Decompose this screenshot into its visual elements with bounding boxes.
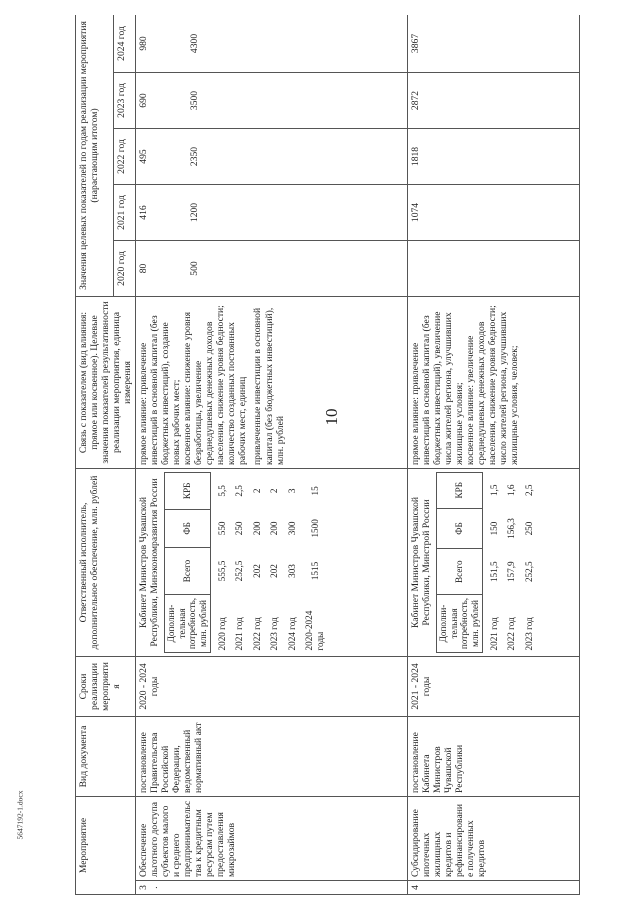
target-value: 4300 [189,33,201,54]
finance-year: 2023 год [269,617,280,651]
finance-table [436,472,535,653]
finance-row [482,472,500,652]
effect-indirect: косвенное влияние: увеличение среднедушевых денежных доходов населения, снижение уровня бедности; [465,305,499,465]
finance-fb: 300 [286,521,297,536]
finance-fb: 200 [251,521,262,536]
finance-year: 2021 год [488,617,499,651]
measures-table [75,15,580,895]
effect-indicator: количество созданных постоянных рабочих мест, единиц [226,322,249,465]
spacer [149,132,189,181]
target-value-2023 [408,72,580,128]
finance-fb: 200 [269,521,280,536]
row-number: 4 [408,881,580,895]
spacer [200,18,246,69]
finance-total: 157,9 [506,561,517,583]
executor-name: Кабинет Министров Чувашской Республики, Минэкономразвития России [138,478,161,647]
table-body [136,15,580,895]
header-year: 2020 год [113,240,135,296]
target-value: 500 [189,261,201,276]
target-value: 1074 [410,202,422,223]
finance-total: 202 [269,564,280,578]
spacer [200,76,246,125]
doc-type-cell: постановление Кабинета Министров Чувашской Республики [408,716,580,796]
fin-header-need: Дополни-тельная потребность, млн. рублей [437,594,482,652]
fin-header-need: Дополни-тельная потребность, млн. рублей [165,594,210,652]
footer [12,735,28,895]
executor-name: Кабинет Министров Чувашской Республики, Минстрой России [410,496,433,628]
finance-fb: 250 [234,521,245,536]
finance-fb: 250 [523,521,534,536]
spacer [200,244,246,293]
finance-year: 2020-2024 годы [304,610,325,651]
spacer [421,188,457,237]
finance-row [263,472,281,652]
finance-total: 303 [286,564,297,578]
fin-header-krb: КРБ [437,472,482,508]
finance-krb: 2 [251,488,262,494]
header-measure: Мероприятие [76,796,136,894]
target-value: 690 [138,93,150,108]
finance-krb: 2,5 [523,484,534,497]
fin-header-fb: ФБ [437,508,482,549]
header-year: 2022 год [113,128,135,184]
target-value: 416 [138,205,150,220]
spacer [200,132,246,181]
effect-direct: прямое влияние: привлечение инвестиций в основной капитал (без бюджетных инвестиций), создание новых рабочих мест; [138,315,183,465]
finance-row [518,472,536,652]
doc-type-cell: постановление Правительства Российской Федерации, ведомственный нормативный акт [136,716,408,796]
finance-total: 202 [251,564,262,578]
fin-header-krb: КРБ [165,472,210,509]
effect-cell [408,296,580,468]
finance-year: 2021 год [234,617,245,651]
target-value-2020 [408,240,580,296]
finance-year: 2022 год [506,617,517,651]
finance-row [210,472,228,652]
fin-header-fb: ФБ [165,509,210,547]
measure-cell: Обеспечение льготного доступа субъектов малого и среднего предпринимательства к кредитным ресурсам путем предоставления микрозаймов [136,796,408,880]
table-row [408,15,580,895]
target-value: 80 [138,263,150,274]
finance-total: 252,5 [234,560,245,582]
page-number-text: 10 [322,408,341,426]
table-row [136,15,408,895]
finance-table [164,472,326,653]
effect-indicator: число жителей региона, улучшивших жилищные условия, человек; [498,311,521,465]
finance-krb: 3 [286,488,297,494]
target-value-2020 [136,240,408,296]
fin-header-total: Всего [165,547,210,594]
finance-krb: 2,5 [234,485,245,497]
target-value-2021 [408,184,580,240]
header-targets: Значения целевых показателей по годам реализации мероприятия (нарастающим итогом) [76,15,114,296]
effect-direct: прямое влияние: привлечение инвестиций в основной капитал (без бюджетных инвестиций), увеличение числа жителей региона, улучшивших жилищные условия; [410,311,466,465]
finance-row [281,472,299,652]
target-value: 1818 [410,146,422,167]
finance-total: 1515 [309,561,320,581]
header-executor: Ответственный исполнитель, дополнительное обеспечение, млн. рублей [76,468,136,656]
finance-total: 555,5 [216,560,227,582]
finance-year: 2020 год [216,617,227,651]
header-year: 2023 год [113,72,135,128]
finance-krb: 1,5 [488,484,499,497]
finance-krb: 5,5 [216,485,227,497]
spacer [421,76,457,125]
target-value-2024 [136,15,408,72]
period-cell: 2020 - 2024 годы [136,656,408,716]
target-value-2023 [136,72,408,128]
table-header [76,15,136,895]
target-value: 2350 [189,146,201,167]
target-value: 1200 [189,202,201,223]
finance-fb: 150 [488,521,499,536]
row-number: 3. [136,881,408,895]
header-effect: Связь с показателем (вид влияния: прямое или косвенное). Целевые значения показателей результативности реализации мероприятия, единица измерения [76,296,136,468]
finance-total: 151,5 [488,561,499,583]
finance-year: 2023 год [523,617,534,651]
spacer [149,188,189,237]
target-value: 2872 [410,90,422,111]
target-value-2022 [408,128,580,184]
footer-filename: 5647192-1.docx [15,790,25,840]
header-period: Сроки реализации мероприятия [76,656,136,716]
executor-cell [408,468,580,656]
target-value: 495 [138,149,150,164]
effect-cell [136,296,408,468]
finance-row [500,472,518,652]
document-page [75,15,635,895]
effect-indirect: косвенное влияние: снижение уровня безработицы, увеличение среднедушевых денежных доходов населения, снижение уровня бедности; [182,305,227,465]
spacer [200,188,246,237]
target-value-2024 [408,15,580,72]
header-year: 2021 год [113,184,135,240]
target-value-2022 [136,128,408,184]
target-value-2021 [136,184,408,240]
target-value: 980 [138,36,150,51]
spacer [421,132,457,181]
finance-fb: 1500 [309,519,320,538]
finance-fb: 550 [216,521,227,536]
finance-fb: 156,3 [506,518,517,539]
measure-cell: Субсидирование ипотечных жилищных кредитов и рефинансирование полученных кредитов [408,796,580,880]
finance-krb: 15 [309,486,320,496]
rotated-table-container [75,15,635,895]
spacer [149,244,189,293]
spacer [149,18,189,69]
executor-cell [136,468,408,656]
finance-row [298,472,326,652]
fin-header-total: Всего [437,549,482,595]
finance-total: 252,5 [523,561,534,583]
target-value: 3500 [189,90,201,111]
finance-year: 2022 год [251,617,262,651]
finance-row [228,472,246,652]
effect-indicator: привлеченные инвестиции в основной капитал (без бюджетных инвестиций), млн. рублей [252,307,286,465]
spacer [421,18,457,69]
header-year: 2024 год [113,15,135,72]
spacer [149,76,189,125]
finance-year: 2024 год [286,617,297,651]
finance-krb: 1,6 [506,484,517,497]
header-doc-type: Вид документа [76,716,136,796]
finance-row [246,472,264,652]
spacer [410,244,446,293]
target-value: 3867 [410,33,422,54]
finance-krb: 2 [269,488,280,494]
period-cell: 2021 - 2024 годы [408,656,580,716]
